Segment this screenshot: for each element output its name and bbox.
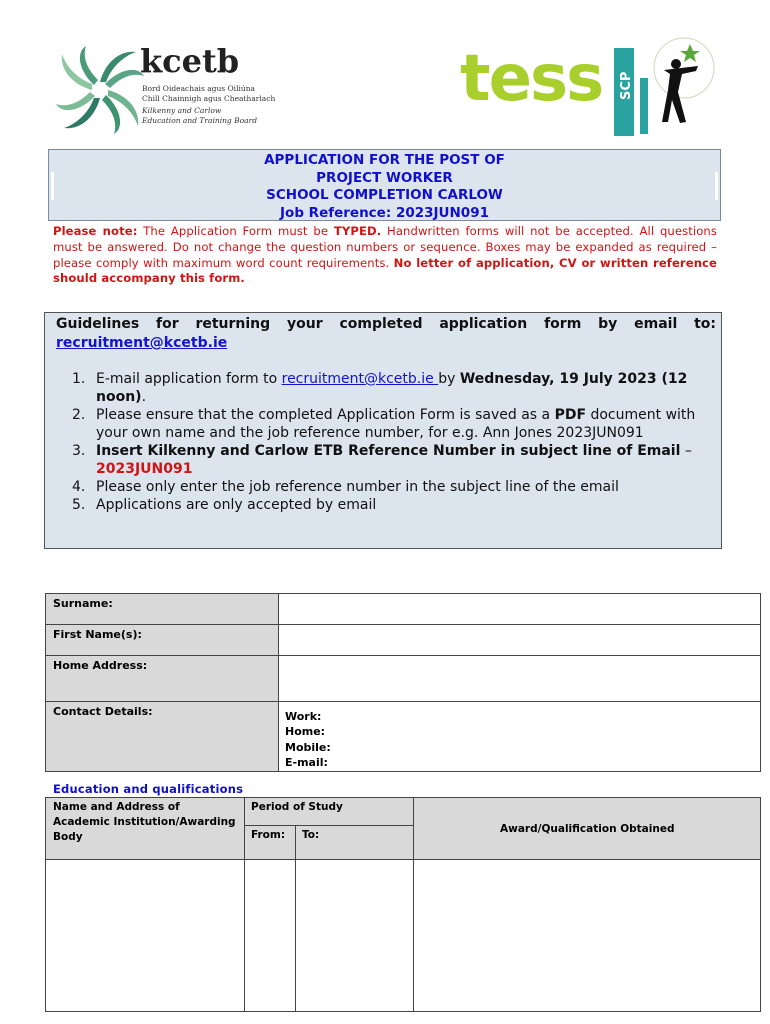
award-field[interactable]: [414, 860, 761, 1012]
recruitment-email-link[interactable]: recruitment@kcetb.ie: [281, 371, 439, 387]
first-names-label: First Name(s):: [46, 625, 279, 656]
title-line-1: APPLICATION FOR THE POST OF: [264, 152, 505, 168]
contact-email-label: E-mail:: [285, 756, 328, 770]
guidelines-heading: Guidelines for returning your completed application form by email to:: [56, 316, 716, 332]
surname-field[interactable]: [279, 594, 761, 625]
contact-work-label: Work:: [285, 710, 322, 723]
guideline-item: 1. E-mail application form to recruitment@kcetb.ie by Wednesday, 19 July 2023 (12 noon).: [72, 371, 688, 405]
title-line-2: PROJECT WORKER: [316, 169, 453, 186]
guideline-item: 2. Please ensure that the completed Application Form is saved as a PDF document with your own name and the job reference number, for e.g. Ann Jones 2023JUN091: [72, 407, 696, 441]
to-column-header: To:: [296, 826, 414, 860]
home-address-field[interactable]: [279, 656, 761, 702]
education-section-title: Education and qualifications: [53, 782, 244, 796]
personal-details-table: [45, 593, 761, 772]
svg-text:SCP: SCP: [619, 71, 634, 100]
guideline-item: 5. Applications are only accepted by email: [72, 497, 377, 513]
period-column-header: Period of Study: [245, 798, 414, 826]
kcetb-logo: [52, 38, 276, 138]
home-address-label: Home Address:: [46, 656, 279, 702]
kcetb-wordmark: kcetb: [140, 42, 240, 80]
guideline-item: 3. Insert Kilkenny and Carlow ETB Reference Number in subject line of Email – 2023JUN091: [72, 443, 692, 477]
education-table: [45, 797, 761, 1012]
job-reference: Job Reference: 2023JUN091: [280, 204, 489, 221]
to-field[interactable]: [296, 860, 414, 1012]
tess-wordmark: tess: [460, 42, 603, 116]
from-column-header: From:: [245, 826, 296, 860]
guidelines-list: [70, 370, 720, 514]
contact-details-field[interactable]: [279, 702, 761, 772]
contact-details-label: Contact Details:: [46, 702, 279, 772]
surname-label: Surname:: [46, 594, 279, 625]
title-line-3: SCHOOL COMPLETION CARLOW: [266, 187, 503, 203]
award-column-header: Award/Qualification Obtained: [414, 798, 761, 860]
scp-figure-icon: [612, 30, 722, 140]
institution-column-header: Name and Address of Academic Institution/Awarding Body: [46, 798, 245, 860]
title-box: [48, 149, 721, 221]
tess-scp-logo: [460, 30, 720, 140]
please-note: Please note: The Application Form must be TYPED. Handwritten forms will not be accepted. All questions must be answered. Do not change the question numbers or sequence. Boxes may be expanded as required – please comply with maximum word count requirements. No letter of application, CV or written reference should accompany this form.: [53, 224, 717, 286]
guidelines-email-link[interactable]: recruitment@kcetb.ie: [56, 335, 228, 351]
contact-mobile-label: Mobile:: [285, 740, 331, 754]
guideline-item: 4. Please only enter the job reference number in the subject line of the email: [72, 479, 619, 495]
contact-home-label: Home:: [285, 725, 326, 739]
first-names-field[interactable]: [279, 625, 761, 656]
institution-field[interactable]: [46, 860, 245, 1012]
kcetb-tagline: Bord Oideachais agus Oiliúna Chill Chainnigh agus Cheatharlach Kilkenny and Carlow Education and Training Board: [142, 84, 276, 125]
from-field[interactable]: [245, 860, 296, 1012]
